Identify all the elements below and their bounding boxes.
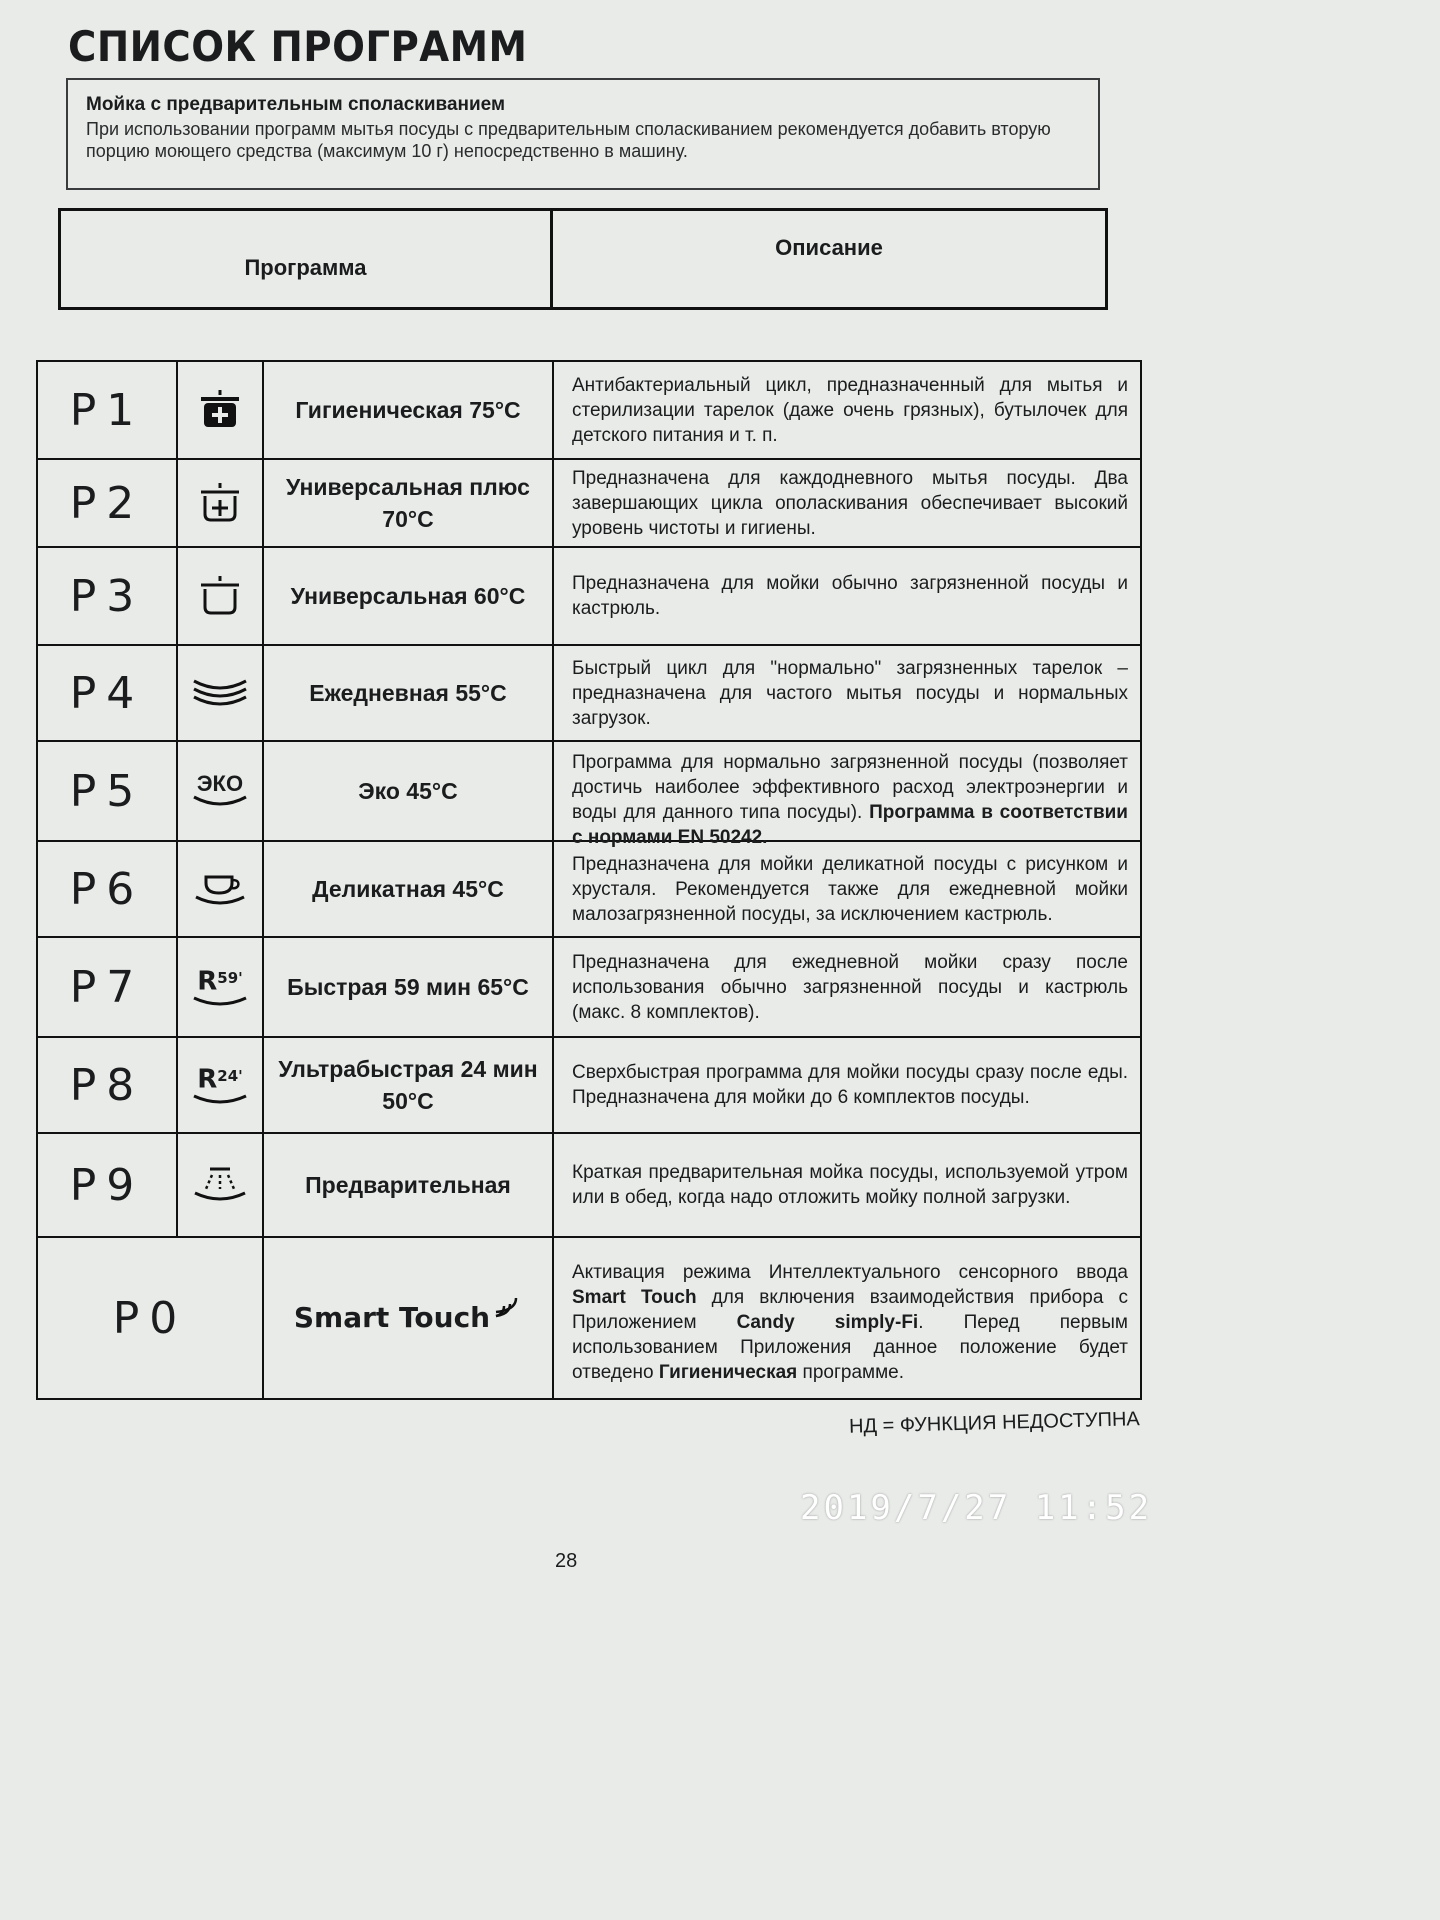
- rapid-icon-letter: R: [197, 1064, 218, 1095]
- program-code: P1: [38, 362, 178, 458]
- desc-bold: Candy simply-Fi: [736, 1312, 919, 1333]
- desc-part: . Перед первым использованием Приложения данное положение будет отведено: [572, 1312, 1128, 1383]
- desc-part: Активация режима Интеллектуального сенсорного ввода: [572, 1262, 1128, 1283]
- pot-icon: [178, 548, 264, 644]
- program-row-p3: [38, 548, 1140, 646]
- note-title: Мойка с предварительным споласкиванием: [86, 94, 506, 115]
- program-description: Предназначена для ежедневной мойки сразу после использования обычно загрязненной посуды и кастрюль (макс. 8 комплектов).: [572, 951, 1128, 1023]
- program-row-p0: [38, 1238, 1140, 1398]
- program-code: P4: [38, 646, 178, 740]
- desc-part: для включения взаимодействия прибора с Приложением: [572, 1287, 1128, 1333]
- plates-stack-icon: [178, 646, 264, 740]
- cup-saucer-icon: [178, 842, 264, 936]
- program-name: Универсальная 60°C: [264, 548, 554, 644]
- page-title: СПИСОК ПРОГРАММ: [68, 22, 528, 71]
- program-description: [554, 1238, 1140, 1398]
- rapid-icon-minutes: 24': [217, 1066, 243, 1085]
- program-row-p4: [38, 646, 1140, 742]
- program-code: P6: [38, 842, 178, 936]
- program-code: P7: [38, 938, 178, 1036]
- smart-touch-label: Smart Touch: [293, 1301, 491, 1334]
- rapid-24-icon: [178, 1038, 264, 1132]
- page-number: 28: [555, 1550, 578, 1572]
- program-description: Быстрый цикл для "нормально" загрязненных тарелок – предназначена для частого мытья посуды и нормальных загрузок.: [572, 657, 1128, 729]
- program-name: Быстрая 59 мин 65°C: [264, 938, 554, 1036]
- program-description: Предназначена для мойки деликатной посуды с рисунком и хрусталя. Рекомендуется также для ежедневной мойки малозагрязненной посуды, за исключением кастрюль.: [572, 853, 1128, 925]
- program-code: P3: [38, 548, 178, 644]
- desc-part: программе.: [797, 1362, 904, 1383]
- program-description: Антибактериальный цикл, предназначенный для мытья и стерилизации тарелок (даже очень грязных), бутылочек для детского питания и т. п.: [572, 374, 1128, 446]
- program-name: Эко 45°C: [264, 742, 554, 840]
- table-header: [58, 208, 1108, 310]
- program-name: Ежедневная 55°C: [264, 646, 554, 740]
- program-code: P9: [38, 1134, 178, 1236]
- wireless-signal-icon: [492, 1290, 522, 1324]
- rapid-59-icon: [178, 938, 264, 1036]
- program-description: Предназначена для мойки обычно загрязненной посуды и кастрюль.: [572, 573, 1128, 619]
- program-code: P8: [38, 1038, 178, 1132]
- program-description: [554, 742, 1140, 848]
- photo-timestamp: 2019/7/27 11:52: [800, 1488, 1153, 1528]
- description-text: Программа для нормально загрязненной посуды (позволяет достичь наиболее эффективного расход электроэнергии и воды для данного типа посуды).: [572, 752, 1128, 823]
- footnote: НД = ФУНКЦИЯ НЕДОСТУПНА: [848, 1408, 1141, 1438]
- program-row-p2: [38, 460, 1140, 548]
- pot-cross-filled-icon: [178, 362, 264, 458]
- pot-plus-icon: [178, 460, 264, 546]
- program-code: P0: [38, 1238, 264, 1398]
- program-row-p7: [38, 938, 1140, 1038]
- rapid-icon-minutes: 59': [217, 968, 243, 987]
- note-text: При использовании программ мытья посуды с предварительным споласкиванием рекомендуется добавить вторую порцию моющего средства (максимум 10 г) непосредственно в машину.: [86, 119, 1051, 161]
- program-name: Предварительная: [264, 1134, 554, 1236]
- prewash-spray-icon: [178, 1134, 264, 1236]
- program-row-p9: [38, 1134, 1140, 1238]
- prewash-note: [66, 78, 1100, 190]
- rapid-icon-letter: R: [197, 966, 218, 997]
- program-row-p6: [38, 842, 1140, 938]
- program-name: Ультрабыстрая 24 мин 50°C: [264, 1038, 554, 1132]
- program-name: Деликатная 45°C: [264, 842, 554, 936]
- program-description: Сверхбыстрая программа для мойки посуды сразу после еды. Предназначена для мойки до 6 комплектов посуды.: [572, 1062, 1128, 1108]
- header-program: Программа: [61, 211, 553, 307]
- desc-bold: Гигиеническая: [658, 1362, 798, 1383]
- program-name: Гигиеническая 75°C: [264, 362, 554, 458]
- program-description: Краткая предварительная мойка посуды, используемой утром или в обед, когда надо отложить мойку полной загрузки.: [572, 1162, 1128, 1208]
- header-description: Описание: [775, 235, 883, 260]
- program-code: P2: [38, 460, 178, 546]
- program-name: Универсальная плюс 70°C: [264, 460, 554, 546]
- eco-icon-label: ЭКО: [196, 771, 244, 796]
- programs-table: [36, 360, 1142, 1400]
- program-description: Предназначена для каждодневного мытья посуды. Два завершающих цикла ополаскивания обеспечивает высокий уровень чистоты и гигиены.: [572, 467, 1128, 539]
- program-row-p5: [38, 742, 1140, 848]
- program-name: [264, 1238, 554, 1398]
- eco-icon: [178, 742, 264, 840]
- program-row-p8: [38, 1038, 1140, 1134]
- description-bold: Программа в соответствии с нормами EN 50242.: [572, 802, 1128, 848]
- program-code: P5: [38, 742, 178, 840]
- program-row-p1: [38, 362, 1140, 460]
- desc-bold: Smart Touch: [572, 1287, 697, 1308]
